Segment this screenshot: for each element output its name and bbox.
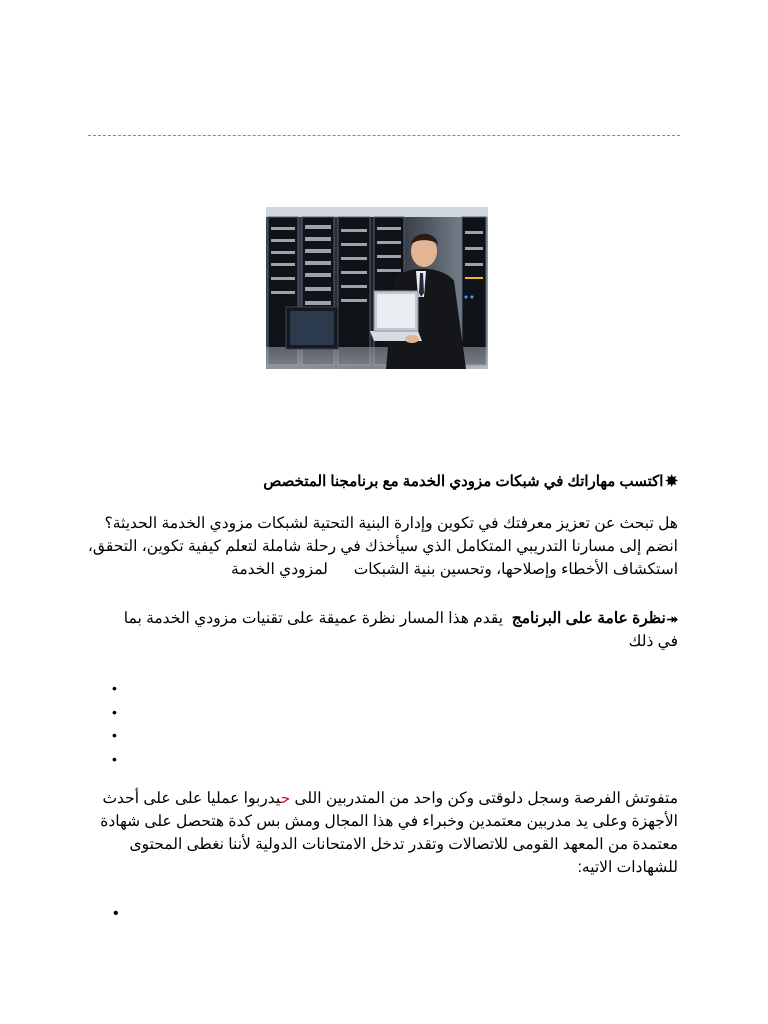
star-icon: ✸ xyxy=(665,473,678,490)
server-room-photo xyxy=(266,207,488,369)
call-line-1 xyxy=(78,787,678,810)
intro-line-1: هل تبحث عن تعزيز معرفتك في تكوين وإدارة البنية التحتية لشبكات مزودي الخدمة الحديثة؟ xyxy=(104,515,678,532)
call-line-1-start: متفوتش الفرصة وسجل دلوقتى وكن واحد من المتدربين اللى xyxy=(290,790,678,807)
bullet-item: • xyxy=(112,750,117,767)
page-divider xyxy=(88,135,680,136)
call-to-action-paragraph xyxy=(78,787,678,879)
bullet-item: • xyxy=(112,727,117,743)
call-line-3: معتمدة من المعهد القومى للاتصالات وتقدر تدخل الامتحانات الدولية لأننا نغطى المحتوى xyxy=(129,836,678,853)
intro-line-2: انضم إلى مسارنا التدريبي المتكامل الذي سيأخذك في رحلة شاملة لتعلم كيفية تكوين، التحقق، xyxy=(87,538,678,555)
section-heading xyxy=(263,470,678,493)
certificates-bullet: • xyxy=(113,905,119,922)
call-line-2: الأجهزة وعلى يد مدربين معتمدين وخبراء في هذا المجال ومش بس كدة هتحصل على شهادة xyxy=(100,813,678,830)
overview-paragraph xyxy=(88,607,678,653)
heading-text: اكتسب مهاراتك في شبكات مزودي الخدمة مع برنامجنا المتخصص xyxy=(263,473,664,490)
overview-label: نظرة عامة على البرنامج xyxy=(511,610,666,627)
call-line-4: للشهادات الاتيه: xyxy=(577,859,678,876)
arrow-icon: ⯮ xyxy=(666,610,678,626)
bullet-item: • xyxy=(112,703,117,720)
overview-line-1 xyxy=(88,607,678,630)
intro-line-3: استكشاف الأخطاء وإصلاحها، وتحسين بنية الشبكات لمزودي الخدمة xyxy=(231,561,678,578)
overview-line-2: في ذلك xyxy=(628,633,678,650)
topic-bullet-list xyxy=(112,677,117,771)
call-line-1-end: يدربوا عمليا على على أحدث xyxy=(102,790,281,807)
overview-text: يقدم هذا المسار نظرة عميقة على تقنيات مزودي الخدمة بما xyxy=(123,610,512,627)
highlighted-letter: ح xyxy=(280,790,291,807)
intro-paragraph xyxy=(88,512,678,581)
bullet-item: • xyxy=(112,680,117,696)
